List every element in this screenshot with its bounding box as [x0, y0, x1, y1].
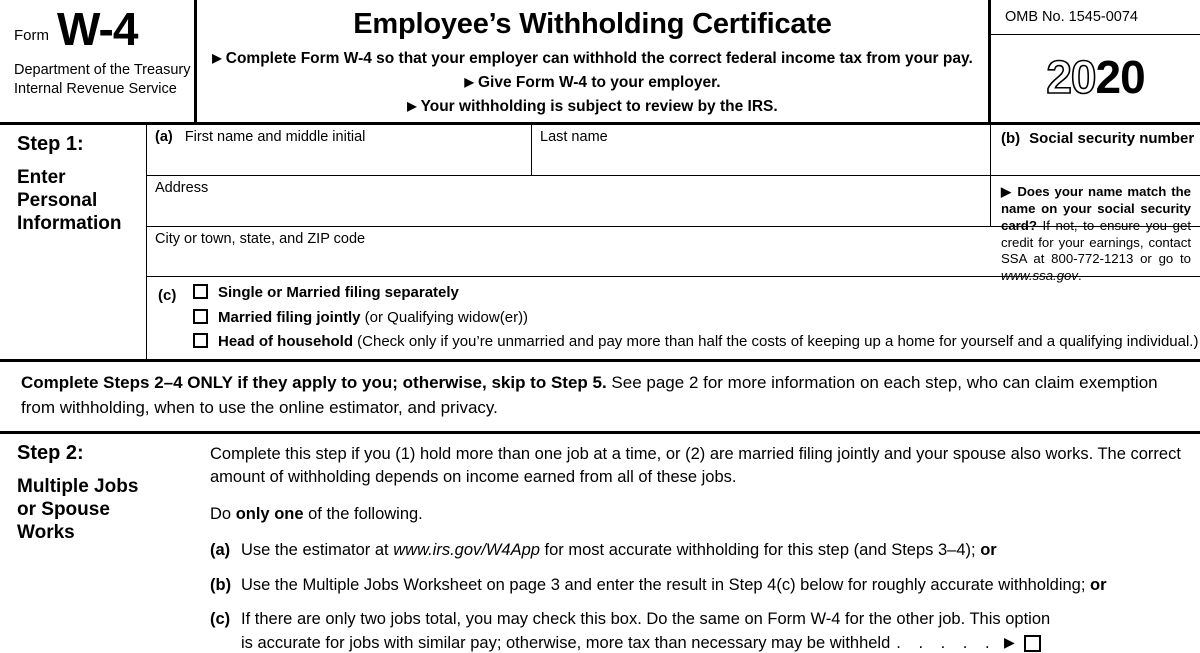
filing-status-married-rest: (or Qualifying widow(er)) [360, 308, 529, 326]
triangle-right-icon: ▶ [407, 99, 417, 114]
header-bullet-3-text: Your withholding is subject to review by the IRS. [420, 98, 778, 116]
step-2-intro-text: Complete this step if you (1) hold more than one job at a time, or (2) are married filing jointly and your spouse also works. The correct amount of withholding depends on income earned from all of these jobs. [210, 445, 1181, 487]
tax-year-outline-part: 20 [1046, 50, 1096, 103]
form-identity-block [0, 0, 194, 122]
step-2-subheading-line-1: Multiple Jobs [17, 476, 139, 497]
complete-steps-notice [0, 362, 1200, 434]
step-2-section [0, 434, 1200, 650]
step-1-subheading-line-1: Enter [17, 167, 66, 188]
header-bullet-2 [207, 72, 978, 94]
step-2-label-column [0, 434, 210, 650]
ssn-note-rest-text: If not, to ensure you get credit for your earnings, contact SSA at 800-772-1213 or go to [1001, 217, 1191, 267]
option-c-line-2-row [241, 632, 1192, 653]
triangle-right-icon: ▶ [464, 75, 474, 90]
step-2-subheading [17, 475, 210, 545]
field-tag-a: (a) [155, 129, 173, 145]
department-line-1: Department of the Treasury [14, 62, 191, 79]
form-title-block [194, 0, 988, 122]
option-c-line-2: is accurate for jobs with similar pay; otherwise, more tax than necessary may be withheld [241, 633, 891, 652]
filing-status-option-single[interactable] [193, 285, 1200, 301]
department-line-2: Internal Revenue Service [14, 80, 177, 97]
option-b-tag: (b) [210, 575, 232, 594]
option-a-text [241, 539, 1192, 562]
filing-status-single-text [218, 285, 459, 301]
option-c-line-1: If there are only two jobs total, you may check this box. Do the same on Form W-4 for the other job. This option [241, 610, 1051, 629]
filing-status-hoh-text [218, 334, 1198, 350]
option-b-text [241, 574, 1192, 597]
form-header [0, 0, 1200, 122]
name-row [147, 125, 1200, 175]
filing-status-single-bold: Single or Married filing separately [218, 283, 459, 301]
filing-status-married-text [218, 310, 528, 326]
checkbox-two-jobs-total[interactable] [1024, 635, 1041, 652]
checkbox-single-or-married-filing-separately[interactable] [193, 284, 208, 299]
field-tag-c: (c) [158, 286, 177, 304]
tax-year-solid-part: 20 [1095, 50, 1145, 103]
ssn-note-cell [990, 176, 1200, 284]
last-name-label: Last name [540, 129, 608, 145]
ssn-label-text: Social security number [1029, 130, 1195, 147]
tax-year [1046, 50, 1145, 103]
triangle-right-icon: ▶ [1001, 183, 1013, 199]
option-c-text [241, 608, 1192, 653]
step-1-subheading [17, 166, 146, 236]
step-2-subheading-line-3: Works [17, 522, 75, 544]
ssn-note-period: . [1077, 268, 1082, 284]
last-name-field[interactable] [531, 125, 990, 175]
ssn-note-spacer [990, 227, 1200, 276]
option-c-tag: (c) [210, 610, 231, 629]
step-2-option-b [210, 574, 1192, 597]
complete-steps-notice-bold: Complete Steps 2–4 ONLY if they apply to you; otherwise, skip to Step 5. [21, 373, 607, 392]
form-number-label: W-4 [57, 3, 138, 55]
option-a-post: for most accurate withholding for this step (and Steps 3–4); [539, 541, 981, 560]
triangle-right-icon: ▶ [1004, 634, 1015, 651]
filing-status-hoh-bold: Head of household [218, 333, 353, 351]
address-field[interactable] [147, 176, 990, 226]
city-row [147, 226, 1200, 276]
step-1-subheading-line-2: Personal [17, 190, 98, 212]
option-a-pre: Use the estimator at [241, 541, 394, 560]
filing-status-option-married-jointly[interactable] [193, 310, 1200, 326]
option-b-or: or [1090, 575, 1107, 594]
step-1-fields-column [146, 125, 1200, 359]
filing-status-married-bold: Married filing jointly [218, 308, 361, 326]
step-2-body-column [210, 434, 1200, 650]
w4app-estimator-link[interactable]: www.irs.gov/W4App [393, 541, 540, 560]
filing-status-option-head-of-household[interactable] [193, 334, 1200, 350]
step-2-subheading-line-2: or Spouse [17, 499, 110, 521]
step-2-option-c [210, 608, 1192, 653]
complete-steps-notice-rest: See page 2 for more information on each step, who can claim exemption from withholding, when to use the online estimator, and privacy. [21, 373, 1158, 417]
step-2-option-a [210, 539, 1192, 562]
form-word-label: Form [14, 27, 49, 45]
header-bullet-2-text: Give Form W-4 to your employer. [477, 74, 721, 92]
omb-number: OMB No. 1545-0074 [1005, 9, 1138, 25]
tax-year-box [991, 34, 1200, 122]
omb-year-block [988, 0, 1200, 122]
ssn-note-bold-text: Does your name match the name on your social security card? [1001, 183, 1191, 233]
first-name-label [147, 125, 531, 146]
option-a-tag: (a) [210, 541, 231, 560]
filing-status-options [193, 285, 1200, 359]
do-only-one-bold: only one [235, 504, 304, 523]
step-2-heading: Step 2: [17, 442, 84, 464]
header-bullet-3 [207, 96, 978, 118]
city-state-zip-label: City or town, state, and ZIP code [155, 230, 366, 247]
step-1-label-column [0, 125, 146, 359]
option-a-or: or [980, 541, 997, 560]
first-name-field[interactable] [147, 125, 531, 175]
field-tag-b: (b) [1001, 130, 1021, 147]
step-1-subheading-line-3: Information [17, 213, 122, 235]
issuing-agency [14, 61, 194, 98]
city-state-zip-field[interactable] [147, 227, 990, 276]
first-name-label-text: First name and middle initial [184, 129, 366, 145]
ssa-website-link[interactable]: www.ssa.gov [1001, 268, 1078, 284]
do-prefix: Do [210, 504, 236, 523]
triangle-right-icon: ▶ [212, 51, 222, 66]
ssn-field[interactable] [990, 125, 1200, 175]
filing-status-hoh-rest: (Check only if you’re unmarried and pay more than half the costs of keeping up a home for yourself and a qualifying individual.) [353, 333, 1199, 351]
filing-status-row [147, 276, 1200, 359]
ssn-label [991, 125, 1200, 147]
do-suffix: of the following. [303, 504, 423, 523]
checkbox-head-of-household[interactable] [193, 333, 208, 348]
address-label: Address [155, 179, 209, 196]
step-1-heading: Step 1: [17, 133, 84, 155]
leader-dots: . . . . . [896, 633, 997, 652]
header-bullet-1-text: Complete Form W-4 so that your employer can withhold the correct federal income tax from your pay. [225, 50, 973, 68]
step-1-section [0, 122, 1200, 362]
header-bullet-1 [207, 48, 978, 70]
checkbox-married-filing-jointly[interactable] [193, 309, 208, 324]
step-2-do-only-one [210, 503, 1192, 526]
option-b-main: Use the Multiple Jobs Worksheet on page 3 and enter the result in Step 4(c) below for roughly accurate withholding; [241, 575, 1091, 594]
page-title: Employee’s Withholding Certificate [353, 8, 832, 40]
